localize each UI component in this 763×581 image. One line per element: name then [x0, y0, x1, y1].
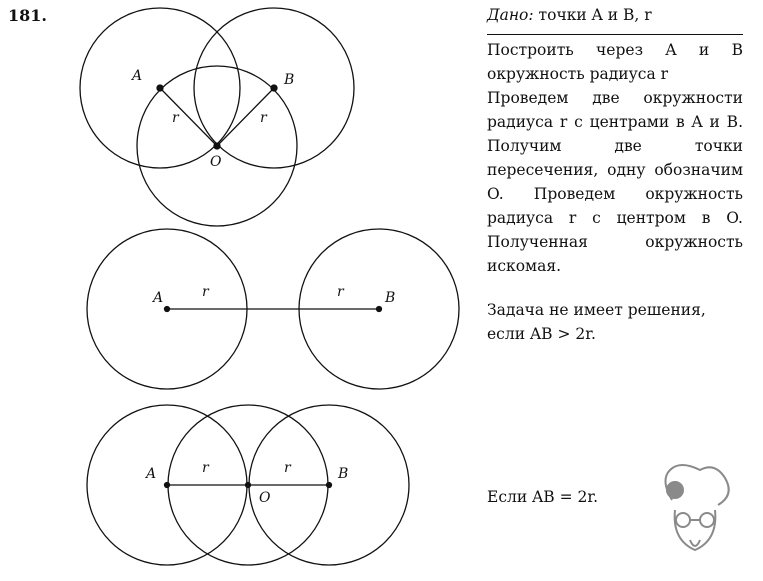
label-r: r — [202, 460, 209, 476]
equal-case-text: Если AB = 2r. — [487, 488, 599, 506]
label-o: O — [210, 154, 222, 170]
label-o: O — [259, 490, 271, 506]
label-b: B — [385, 290, 396, 306]
label-b: B — [284, 72, 295, 88]
solution-text: Проведем две окружности радиуса r с центрами в A и B. Получим две точки пересечения, одну обозначим O. Проведем окружность радиуса r с центром в O. Полученная окружность искомая. — [487, 89, 743, 275]
label-r: r — [260, 110, 267, 126]
point-a — [157, 85, 163, 91]
given-text: точки A и B, r — [538, 6, 652, 24]
problem-number: 181. — [8, 6, 47, 25]
label-a: A — [132, 68, 143, 84]
task-text: Построить через A и B окружность радиуса r — [487, 41, 743, 83]
point-b — [327, 483, 332, 488]
diagram-intersecting — [80, 8, 354, 226]
label-r: r — [172, 110, 179, 126]
point-b — [271, 85, 277, 91]
professor-mascot-icon — [665, 465, 728, 550]
diagram-tangent — [87, 405, 409, 565]
point-o — [214, 143, 220, 149]
point-o — [246, 483, 251, 488]
label-r: r — [337, 284, 344, 300]
no-solution-text: Задача не имеет решения, если AB > 2r. — [487, 301, 706, 343]
segment-ao — [160, 88, 217, 146]
label-b: B — [338, 466, 349, 482]
point-a — [165, 307, 170, 312]
given-label: Дано: — [487, 6, 534, 24]
point-a — [165, 483, 170, 488]
point-b — [377, 307, 382, 312]
label-r: r — [202, 284, 209, 300]
label-a: A — [153, 290, 164, 306]
diagram-far-apart — [87, 229, 459, 389]
label-r: r — [284, 460, 291, 476]
label-a: A — [146, 466, 157, 482]
